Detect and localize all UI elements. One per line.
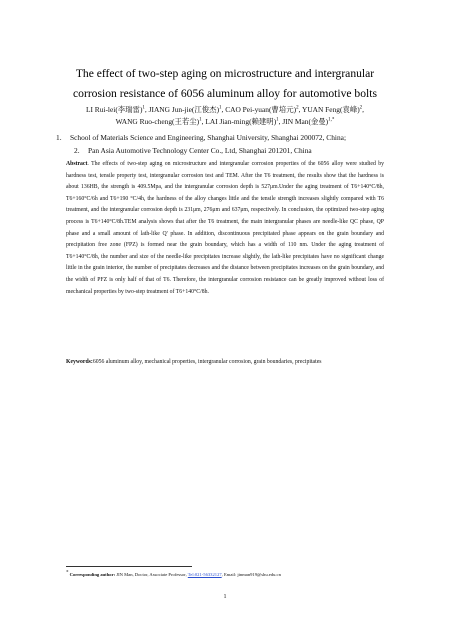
author-affiliation-marker: 1 [199,117,202,123]
title-line-2: corrosion resistance of 6056 aluminum alloy for automotive bolts [73,87,377,100]
page-number: 1 [223,594,227,600]
author-name: JIANG Jun-jie(江俊杰) [148,105,220,114]
author-name: LAI Jian-ming(赖建明) [205,117,277,126]
author-name: WANG Ruo-cheng(王若尘) [115,117,200,126]
author-affiliation-marker: 1 [276,117,279,123]
author-affiliation-marker: 2 [359,105,363,111]
abstract-label: Abstract [66,161,88,167]
affiliation-list [56,131,396,157]
affiliation-number: 2. [74,146,80,155]
author-name: LI Rui-lei(李瑞雷) [85,105,143,114]
title-line-1: The effect of two-step aging on microstructure and intergranular [75,67,375,80]
footnote-label: Corresponding author: [69,572,116,577]
keywords-text: 6056 aluminum alloy, mechanical properties, intergranular corrosion, grain boundaries, precipitates [92,359,322,365]
author-affiliation-marker: 2 [296,105,299,111]
author-line-1: LI Rui-lei(李瑞雷)$^1$, JIANG Jun-jie(江俊杰)$^1$, CAO Pei-yuan(曹培元)$^2$, YUAN Feng(袁峰)$^2$, [85,105,365,114]
author-affiliation-marker: 1,* [328,117,335,123]
affiliation-number: 1. [56,133,62,142]
author-name: CAO Pei-yuan(曹培元) [225,105,297,114]
phone-link[interactable]: Tel:021-56332127 [187,572,222,577]
footnote [66,571,396,579]
abstract-text: . The effects of two-step aging on microstructure and intergranular corrosion properties of the 6056 alloy were studied by hardness test, tensile property test, intergranular corrosion test and TEM. After the T6 treatment, the results show that the hardness is about 136HB, the strength is 409.5Mpa, and the intergranular corrosion depth is 527μm.Under the aging treatment of T6+140°C/8h, T6+160°C/6h and T6+190 °C/4h, the hardness of the alloy changes little and the tensile strength increases slightly compared with T6 treatment, and the intergranular corrosion depth is 231μm, 276μm and 637μm, respectively. In conclusion, the optimized two-step aging process is T6+140°C/8h.TEM analysis shows that after the T6 treatment, the main intergranular phases are needle-like QC phase, QP phase and a small amount of lath-like Q' phase. In addition, discontinuous precipitated phase appears on the grain boundary and precipitation free zone (FPZ) is formed near the grain boundary, which has a width of 110 nm. Under the aging treatment of T6+140°C/8h, the number and size of the needle-like precipitates increase slightly, the lath-like precipitates have no significant change little in the grain interior, the number of precipitates decreases and the distance between precipitates increases on the grain boundary, and the width of PFZ is only half of that of T6. Therefore, the intergranular corrosion resistance can be greatly improved without loss of mechanical properties by two-step treatment of T6+140°C/8h. [66,161,384,295]
footnote-marker: * [66,570,69,576]
author-list [40,104,410,128]
affiliation-item [56,144,396,157]
keywords-label: Keywords: [66,359,93,365]
author-name: JIN Man(金曼) [282,117,329,126]
author-line-2: WANG Ruo-cheng(王若尘)$^1$, LAI Jian-ming(赖建明)$^1$, JIN Man(金曼)$^{1,*}$ [115,117,335,126]
affiliation-item [56,131,396,144]
footnote-divider [66,566,192,567]
affiliation-text: Pan Asia Automotive Technology Center Co., Ltd, Shanghai 201201, China [88,146,312,155]
abstract [66,159,384,298]
paper-title [40,64,410,104]
author-affiliation-marker: 1 [219,105,222,111]
author-name: YUAN Feng(袁峰) [301,105,360,114]
footnote-email-text: , Email: jinman919@shu.edu.cn [221,572,281,577]
affiliation-text: School of Materials Science and Engineering, Shanghai University, Shanghai 200072, China; [70,133,346,142]
footnote-text: JIN Man, Doctor, Associate Professor, [115,572,188,577]
author-affiliation-marker: 1 [142,105,145,111]
keywords [66,357,384,368]
